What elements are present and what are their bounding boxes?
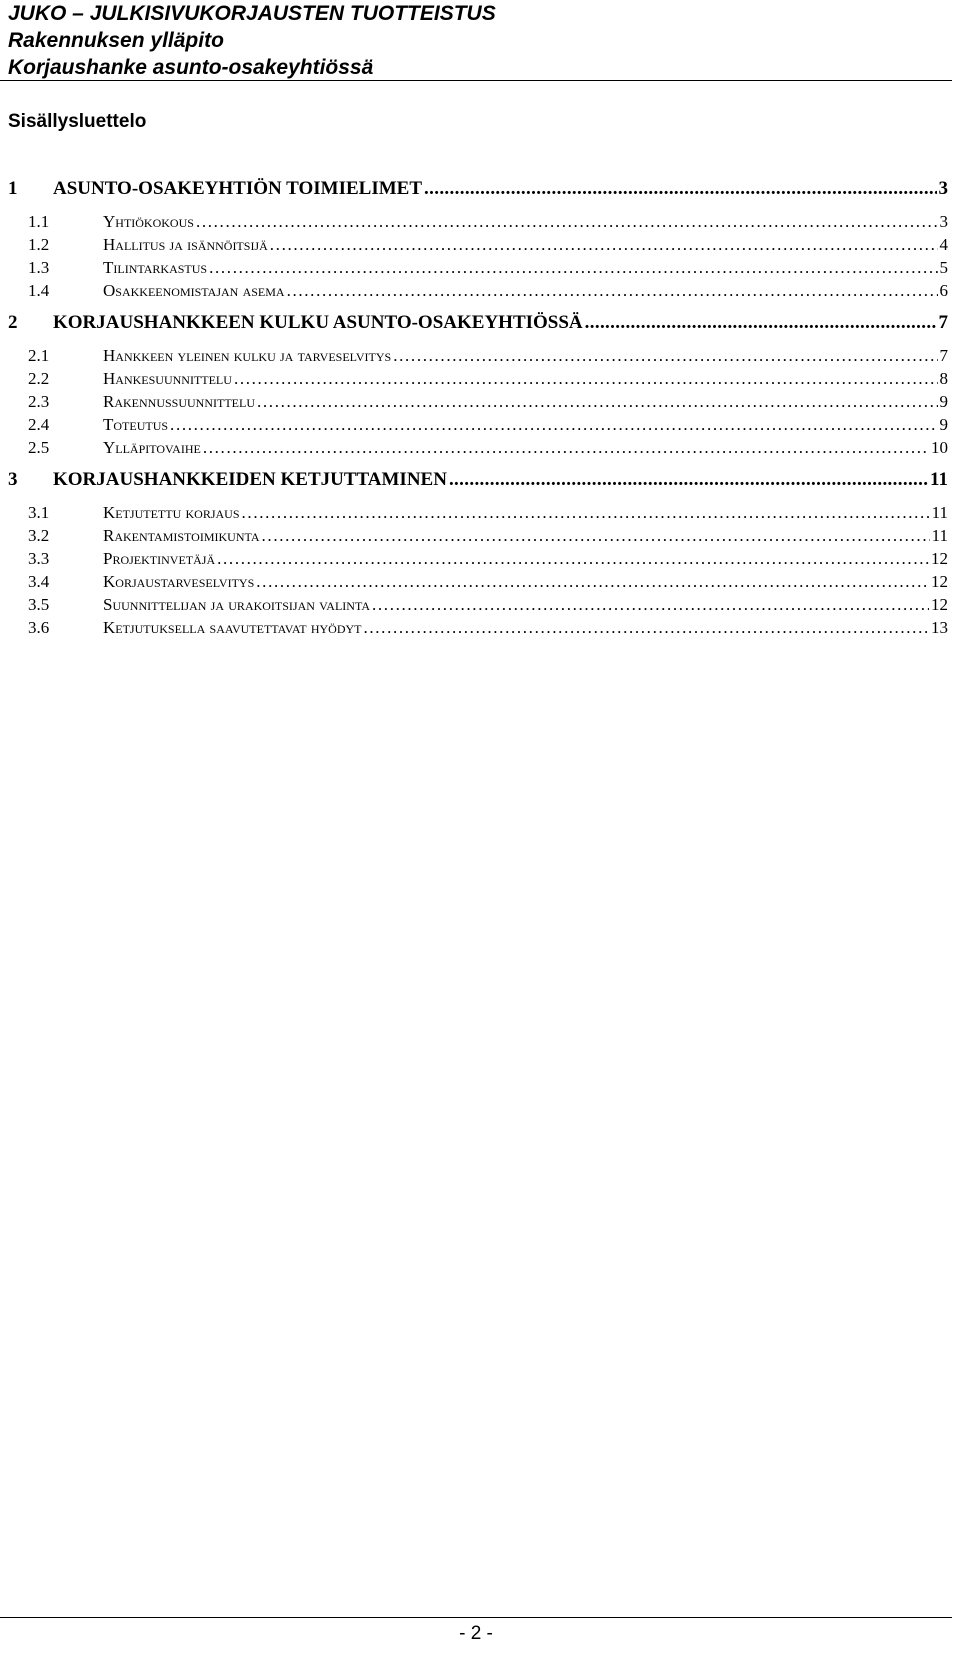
toc-entry[interactable] [8,572,948,595]
toc-entry-number: 2.5 [28,438,50,457]
dot-leader [393,346,937,366]
toc-entry[interactable] [8,595,948,618]
dot-leader [242,503,930,523]
toc-entry-page: 3 [938,178,948,199]
toc-entry-number: 3.6 [28,618,50,637]
dot-leader [257,392,938,412]
toc-entry-title: Hankkeen yleinen kulku ja tarveselvitys [103,346,392,365]
dot-leader [209,258,937,278]
toc-entry-page: 11 [930,469,948,490]
toc-entry-page: 12 [931,595,948,614]
toc-entry-title: Ketjutuksella saavutettavat hyödyt [103,618,362,637]
toc-entry-title: Hankesuunnittelu [103,369,232,388]
toc-entry[interactable] [8,526,948,549]
toc-entry[interactable] [8,618,948,641]
toc-entry-page: 3 [939,212,948,231]
toc-entry-page: 9 [939,392,948,411]
toc-heading: Sisällysluettelo [8,111,147,132]
toc-entry[interactable] [8,503,948,526]
header-divider [0,80,952,81]
toc-entry[interactable] [8,178,948,202]
toc-entry-title: Rakentamistoimikunta [103,526,260,545]
toc-entry-page: 8 [939,369,948,388]
toc-entry-page: 10 [931,438,948,457]
dot-leader [217,549,929,569]
toc-entry[interactable] [8,235,948,258]
toc-entry-title: Osakkeenomistajan asema [103,281,285,300]
toc-entry-title: Projektinvetäjä [103,549,216,568]
toc-entry-number: 1.1 [28,212,50,231]
toc-entry-number: 3.3 [28,549,50,568]
toc-entry-title: Korjaustarveselvitys [103,572,255,591]
toc-entry-page: 11 [931,503,948,522]
toc-entry-title: Suunnittelijan ja urakoitsijan valinta [103,595,370,614]
toc-entry[interactable] [8,258,948,281]
toc-entry-title: Ketjutettu korjaus [103,503,240,522]
toc-entry-title: Yhtiökokous [103,212,194,231]
toc-entry[interactable] [8,415,948,438]
toc-entry-number: 3.2 [28,526,50,545]
toc-entry-title: Tilintarkastus [103,258,208,277]
toc-entry-number: 1.3 [28,258,50,277]
toc-entry-page: 7 [938,312,948,333]
page-number: - 2 - [459,1623,493,1644]
toc-entry-number: 3.5 [28,595,50,614]
toc-entry-number: 1.2 [28,235,50,254]
header-document-title: Korjaushanke asunto-osakeyhtiössä [8,56,374,79]
dot-leader [270,235,938,255]
toc-entry-number: 2.2 [28,369,50,388]
toc-entry-number: 1 [8,178,18,199]
toc-entry[interactable] [8,212,948,235]
toc-entry-title: Ylläpitovaihe [103,438,201,457]
dot-leader [363,618,929,638]
toc-entry-title: ASUNTO-OSAKEYHTIÖN TOIMIELIMET [53,178,423,199]
dot-leader [262,526,930,546]
dot-leader [585,312,937,334]
toc-entry-number: 3.4 [28,572,50,591]
toc-entry-title: Rakennussuunnittelu [103,392,255,411]
toc-entry-page: 12 [931,572,948,591]
toc-entry-number: 2.3 [28,392,50,411]
toc-entry[interactable] [8,438,948,461]
toc-entry[interactable] [8,392,948,415]
toc-entry-page: 6 [939,281,948,300]
toc-entry-page: 13 [931,618,948,637]
toc-entry-page: 12 [931,549,948,568]
dot-leader [372,595,929,615]
toc-entry-title: KORJAUSHANKKEEN KULKU ASUNTO-OSAKEYHTIÖSSÄ [53,312,583,333]
toc-entry[interactable] [8,312,948,336]
dot-leader [234,369,938,389]
document-header [8,0,952,81]
toc-entry-page: 11 [931,526,948,545]
toc-entry-page: 5 [939,258,948,277]
dot-leader [196,212,938,232]
toc-entry-number: 1.4 [28,281,50,300]
toc-entry-number: 3.1 [28,503,50,522]
footer-divider [0,1617,952,1618]
dot-leader [203,438,929,458]
toc-entry-title: KORJAUSHANKKEIDEN KETJUTTAMINEN [53,469,447,490]
toc-entry[interactable] [8,369,948,392]
header-subtitle: Rakennuksen ylläpito [8,29,224,52]
toc-entry-number: 2.1 [28,346,50,365]
toc-entry-number: 3 [8,469,18,490]
dot-leader [287,281,938,301]
header-project-title: JUKO – JULKISIVUKORJAUSTEN TUOTTEISTUS [8,2,496,25]
toc-entry[interactable] [8,281,948,304]
toc-entry[interactable] [8,549,948,572]
dot-leader [449,469,928,491]
toc-entry[interactable] [8,469,948,493]
table-of-contents [8,178,948,641]
toc-entry-number: 2.4 [28,415,50,434]
dot-leader [424,178,936,200]
dot-leader [256,572,929,592]
toc-entry-title: Hallitus ja isännöitsijä [103,235,268,254]
dot-leader [170,415,937,435]
toc-entry[interactable] [8,346,948,369]
toc-entry-number: 2 [8,312,18,333]
toc-entry-page: 7 [939,346,948,365]
toc-entry-page: 9 [939,415,948,434]
toc-entry-page: 4 [939,235,948,254]
toc-entry-title: Toteutus [103,415,169,434]
